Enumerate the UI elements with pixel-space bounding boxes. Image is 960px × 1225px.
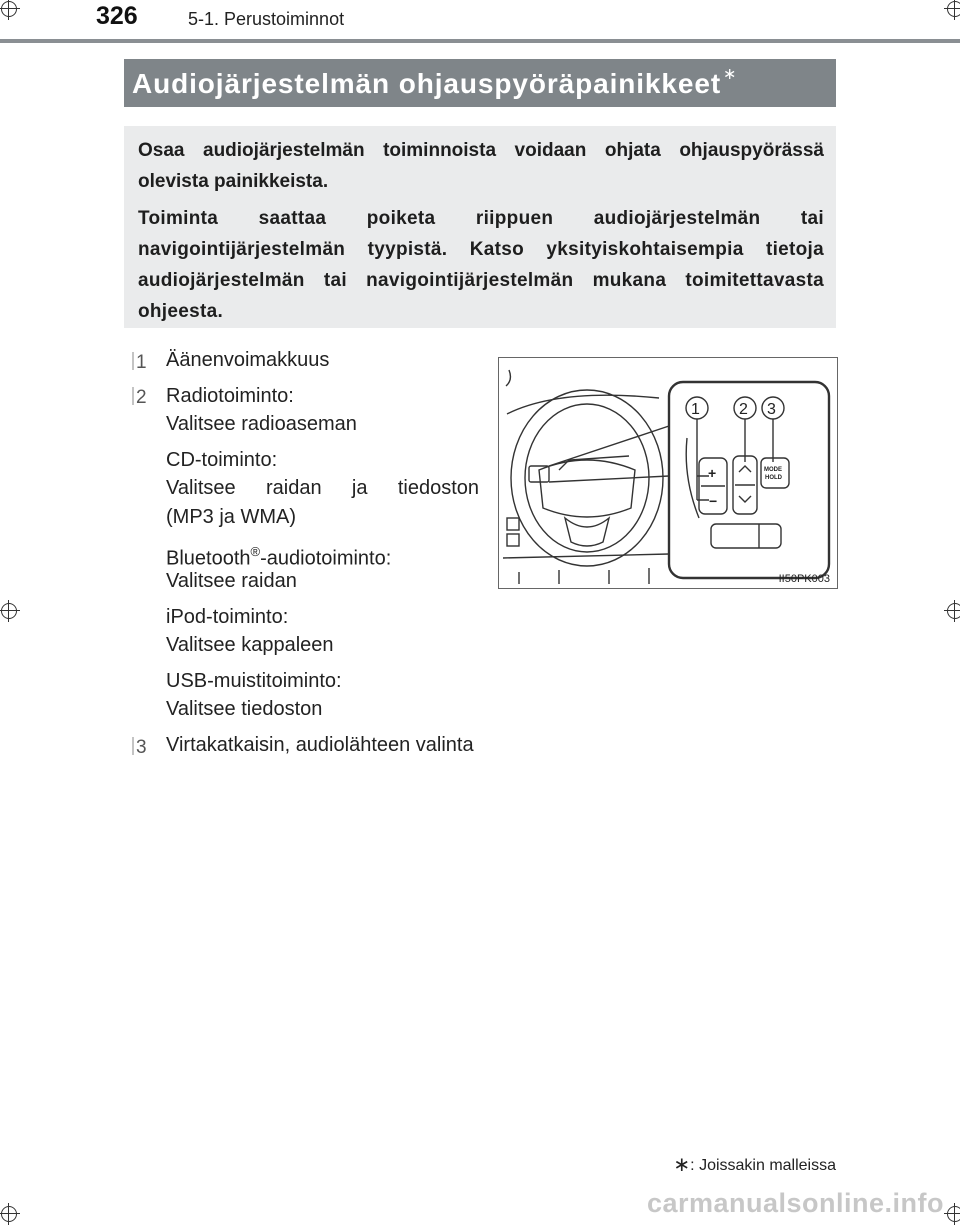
- usb-function-desc: Valitsee tiedoston: [166, 698, 323, 720]
- radio-function-desc: Valitsee radioaseman: [166, 413, 357, 435]
- watermark: carmanualsonline.info: [646, 1188, 944, 1218]
- callout-2: 2: [739, 401, 748, 418]
- figure-code: II50PK003: [778, 573, 830, 585]
- item-number-2: [131, 385, 153, 407]
- item-3-text: Virtakatkaisin, audiolähteen valinta: [166, 734, 474, 756]
- crop-mark-bottom-left: [0, 1203, 20, 1225]
- steering-wheel-figure: [498, 357, 838, 589]
- minus-symbol: −: [709, 493, 718, 509]
- steering-wheel-illustration: [499, 358, 837, 588]
- hold-label: HOLD: [765, 475, 782, 481]
- intro-paragraph-1: Osaa audiojärjestelmän toiminnoista voidaan ohjata ohjauspyörässä olevista painikkeista.: [138, 140, 824, 192]
- crop-mark-top-left: [0, 0, 20, 20]
- mode-label: MODE: [764, 467, 782, 473]
- cd-function-desc: Valitsee raidan ja tiedoston: [166, 477, 479, 499]
- section-reference: 5-1. Perustoiminnot: [188, 9, 345, 29]
- crop-mark-mid-right: [944, 600, 960, 622]
- page-number: 326: [96, 2, 138, 30]
- footnote: ∗: Joissakin malleissa: [673, 1154, 836, 1176]
- radio-function-label: Radiotoiminto:: [166, 385, 294, 407]
- page-title: Audiojärjestelmän ohjauspyöräpainikkeet ∗: [132, 66, 738, 99]
- title-asterisk: ∗: [723, 66, 738, 83]
- header-rule: [0, 39, 960, 43]
- usb-function-label: USB-muistitoiminto:: [166, 670, 342, 692]
- crop-mark-top-right: [944, 0, 960, 20]
- cd-function-label: CD-toiminto:: [166, 449, 278, 471]
- item-number-1: [131, 350, 153, 372]
- intro-box: [124, 126, 836, 328]
- crop-mark-bottom-right: [944, 1203, 960, 1225]
- ipod-function-label: iPod-toiminto:: [166, 606, 289, 628]
- item-1-text: Äänenvoimakkuus: [166, 349, 330, 371]
- callout-1: 1: [691, 401, 700, 418]
- footnote-asterisk: ∗: [673, 1154, 691, 1176]
- svg-text:1: 1: [136, 352, 147, 372]
- bluetooth-function-label: Bluetooth®-audiotoiminto:: [166, 544, 392, 570]
- callout-3: 3: [767, 401, 776, 418]
- ipod-function-desc: Valitsee kappaleen: [166, 634, 334, 656]
- plus-symbol: +: [708, 465, 717, 481]
- crop-mark-mid-left: [0, 600, 20, 622]
- bluetooth-function-desc: Valitsee raidan: [166, 570, 297, 592]
- item-number-3: [131, 735, 153, 757]
- registered-mark: ®: [250, 544, 261, 559]
- svg-text:3: 3: [136, 737, 147, 757]
- title-bar: [124, 59, 836, 107]
- cd-function-formats: (MP3 ja WMA): [166, 506, 296, 528]
- svg-text:2: 2: [136, 387, 147, 407]
- intro-paragraph-2: Toiminta saattaa poiketa riippuen audiojärjestelmän tai navigointijärjestelmän tyypistä. Katso yksityiskohtaisempia tietoja audiojärjestelmän tai navigointijärjestelmän mukana toimitettavasta ohjeesta.: [138, 208, 824, 322]
